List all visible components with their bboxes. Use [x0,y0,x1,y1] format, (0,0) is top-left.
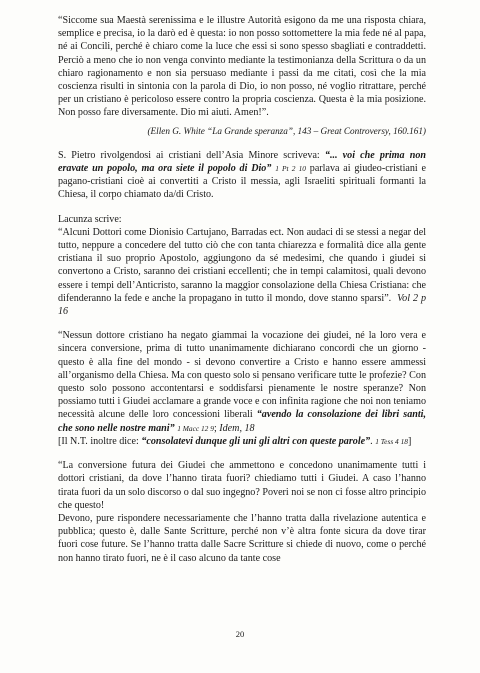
doctors-text: “Nessun dottore cristiano ha negato giammai la vocazione dei giudei, né la loro vera e sincera conversione, prima di tutto unanimamente dichiarano concordi che un giorno - questo è alla fine del mondo - si devono convertire a Cristo e hanno essere ammessi all’organismo della Chiesa. Ma con questo solo si pensano verificare tutte le profezie? Con questo solo possono accontentarsi e soddisfarsi pienamente le nostre speranze? Non possiamo tutti i Giudei acclamare a grande voce e con infinita ragione che noi non teniamo necessità alcune delle loro concessioni liberali [58,330,426,421]
body-text [58,14,426,565]
peter-reference: 1 Pt 2 10 [275,164,306,174]
thessalonians-reference: 1 Tess 4 18 [375,436,408,446]
doctors-paragraph: “Nessun dottore cristiano ha negato giammai la vocazione dei giudei, né la loro vera e sincera conversione, prima di tutto unanimamente dichiarano concordi che un giorno - questo è alla fine del mondo - si devono convertire a Cristo e hanno essere ammessi all’organismo della Chiesa. Ma con questo solo si pensano verificare tutte le profezie? Con questo solo possono accontentarsi e soddisfarsi pienamente le nostre speranze? Non possiamo tutti i Giudei acclamare a grande voce e con infinita ragione che noi non teniamo necessità alcune delle loro concessioni liberali “avendo la consolazione dei libri santi, che sono nelle nostre mani” 1 Macc 12 9; Idem, 18 [Il N.T. inoltre dice: “consolatevi dunque gli uni gli altri con queste parole”. 1 Tess 4 18] [58,330,426,447]
peter-paragraph [58,149,426,202]
idem-reference: Idem, 18 [219,422,255,434]
peter-intro: S. Pietro rivolgendosi ai cristiani dell’Asia Minore scriveva: [58,149,325,161]
lacunza-quote: “Alcuni Dottori come Dionisio Cartujano, Barradas ect. Non audaci di se stessi a negar del tutto, neppure a concedere del tutto ciò che con tanta chiarezza e formalità dice alla gente cristiana il suo proprio Apostolo, aggiungono da sé medesimi, che quando i giudei si convertono a Cristo, saranno dei cristiani eccellenti; che in tempi calamitosi, quali devono essere i tempi dell’Anticristo, saranno la maggior consolazione della Chiesa Cristiana: che difenderanno la fede e anche la propagano in tutto il mondo, dove stanno sparsi”. [58,226,426,304]
lacunza-paragraph [58,226,426,318]
peter-rest: parlava ai giudeo-cristiani e pagano-cristiani cioè ai convertiti a Cristo il messia, agli Israeliti spirituali formanti la Chiesa, il corpo chiamato da/di Cristo. [58,163,426,201]
luther-quote: “Siccome sua Maestà serenissima e le illustre Autorità esigono da me una risposta chiara, semplice e precisa, io la darò ed è questa: io non posso sottomettere la mia fede né al papa, né ai Concili, perché è chiaro come la luce che essi si sono spesso sbagliati e contraddetti. Perciò a meno che io non venga convinto mediante la testimonianza della Scrittura o da un chiaro ragionamento e non sia persuaso mediante i passi da me citati, così che la mia coscienza risulti in sintonia con la parola di Dio, io non posso, né voglio ritrattare, perché per un cristiano è pericoloso essere contro la propria coscienza. Questa è la mia posizione. Non posso fare diversamente. Dio mi aiuti. Amen!”. [58,15,426,119]
thessalonians-quote: “consolatevi dunque gli uni gli altri con queste parole” [141,435,371,447]
conversion-paragraph: “La conversione futura dei Giudei che ammettono e concedono unanimamente tutti i dottori cristiani, da dove l’hanno tirata fuori? chiediamo tutti i Giudei. A caso l’hanno tirata fuori da un solo discorso o dal suo ingegno? Poveri noi se non ci fosse altro principio che questo! [58,460,426,511]
nt-note: [Il N.T. inoltre dice: [58,435,142,447]
maccabees-quote: “avendo la consolazione dei libri santi, che sono nelle nostre mani” [58,409,426,434]
quote-citation: (Ellen G. White “La Grande speranza”, 143 – Great Controversy, 160.161) [147,125,426,136]
page-number: 20 [235,629,245,639]
lacunza-reference: Vol 2 p 16 [58,292,426,318]
scripture-paragraph: Devono, pure rispondere necessariamente che l’hanno tratta dalla rivelazione autentica e pubblica; questo è, dalle Sante Scritture, perché non v’è altra fonte sicura da dove tirar fuori cose future. Se l’hanno tratta dalle Sacre Scritture si chiede di nuovo, come o perché non hanno tirato fuori, ne è il caso alcuno da tante cose [58,512,426,564]
peter-quote: “... voi che prima non eravate un popolo, ma ora siete il popolo di Dio” [58,149,427,175]
maccabees-reference: 1 Macc 12 9 [177,423,214,433]
lacunza-intro: Lacunza scrive: [58,213,122,225]
